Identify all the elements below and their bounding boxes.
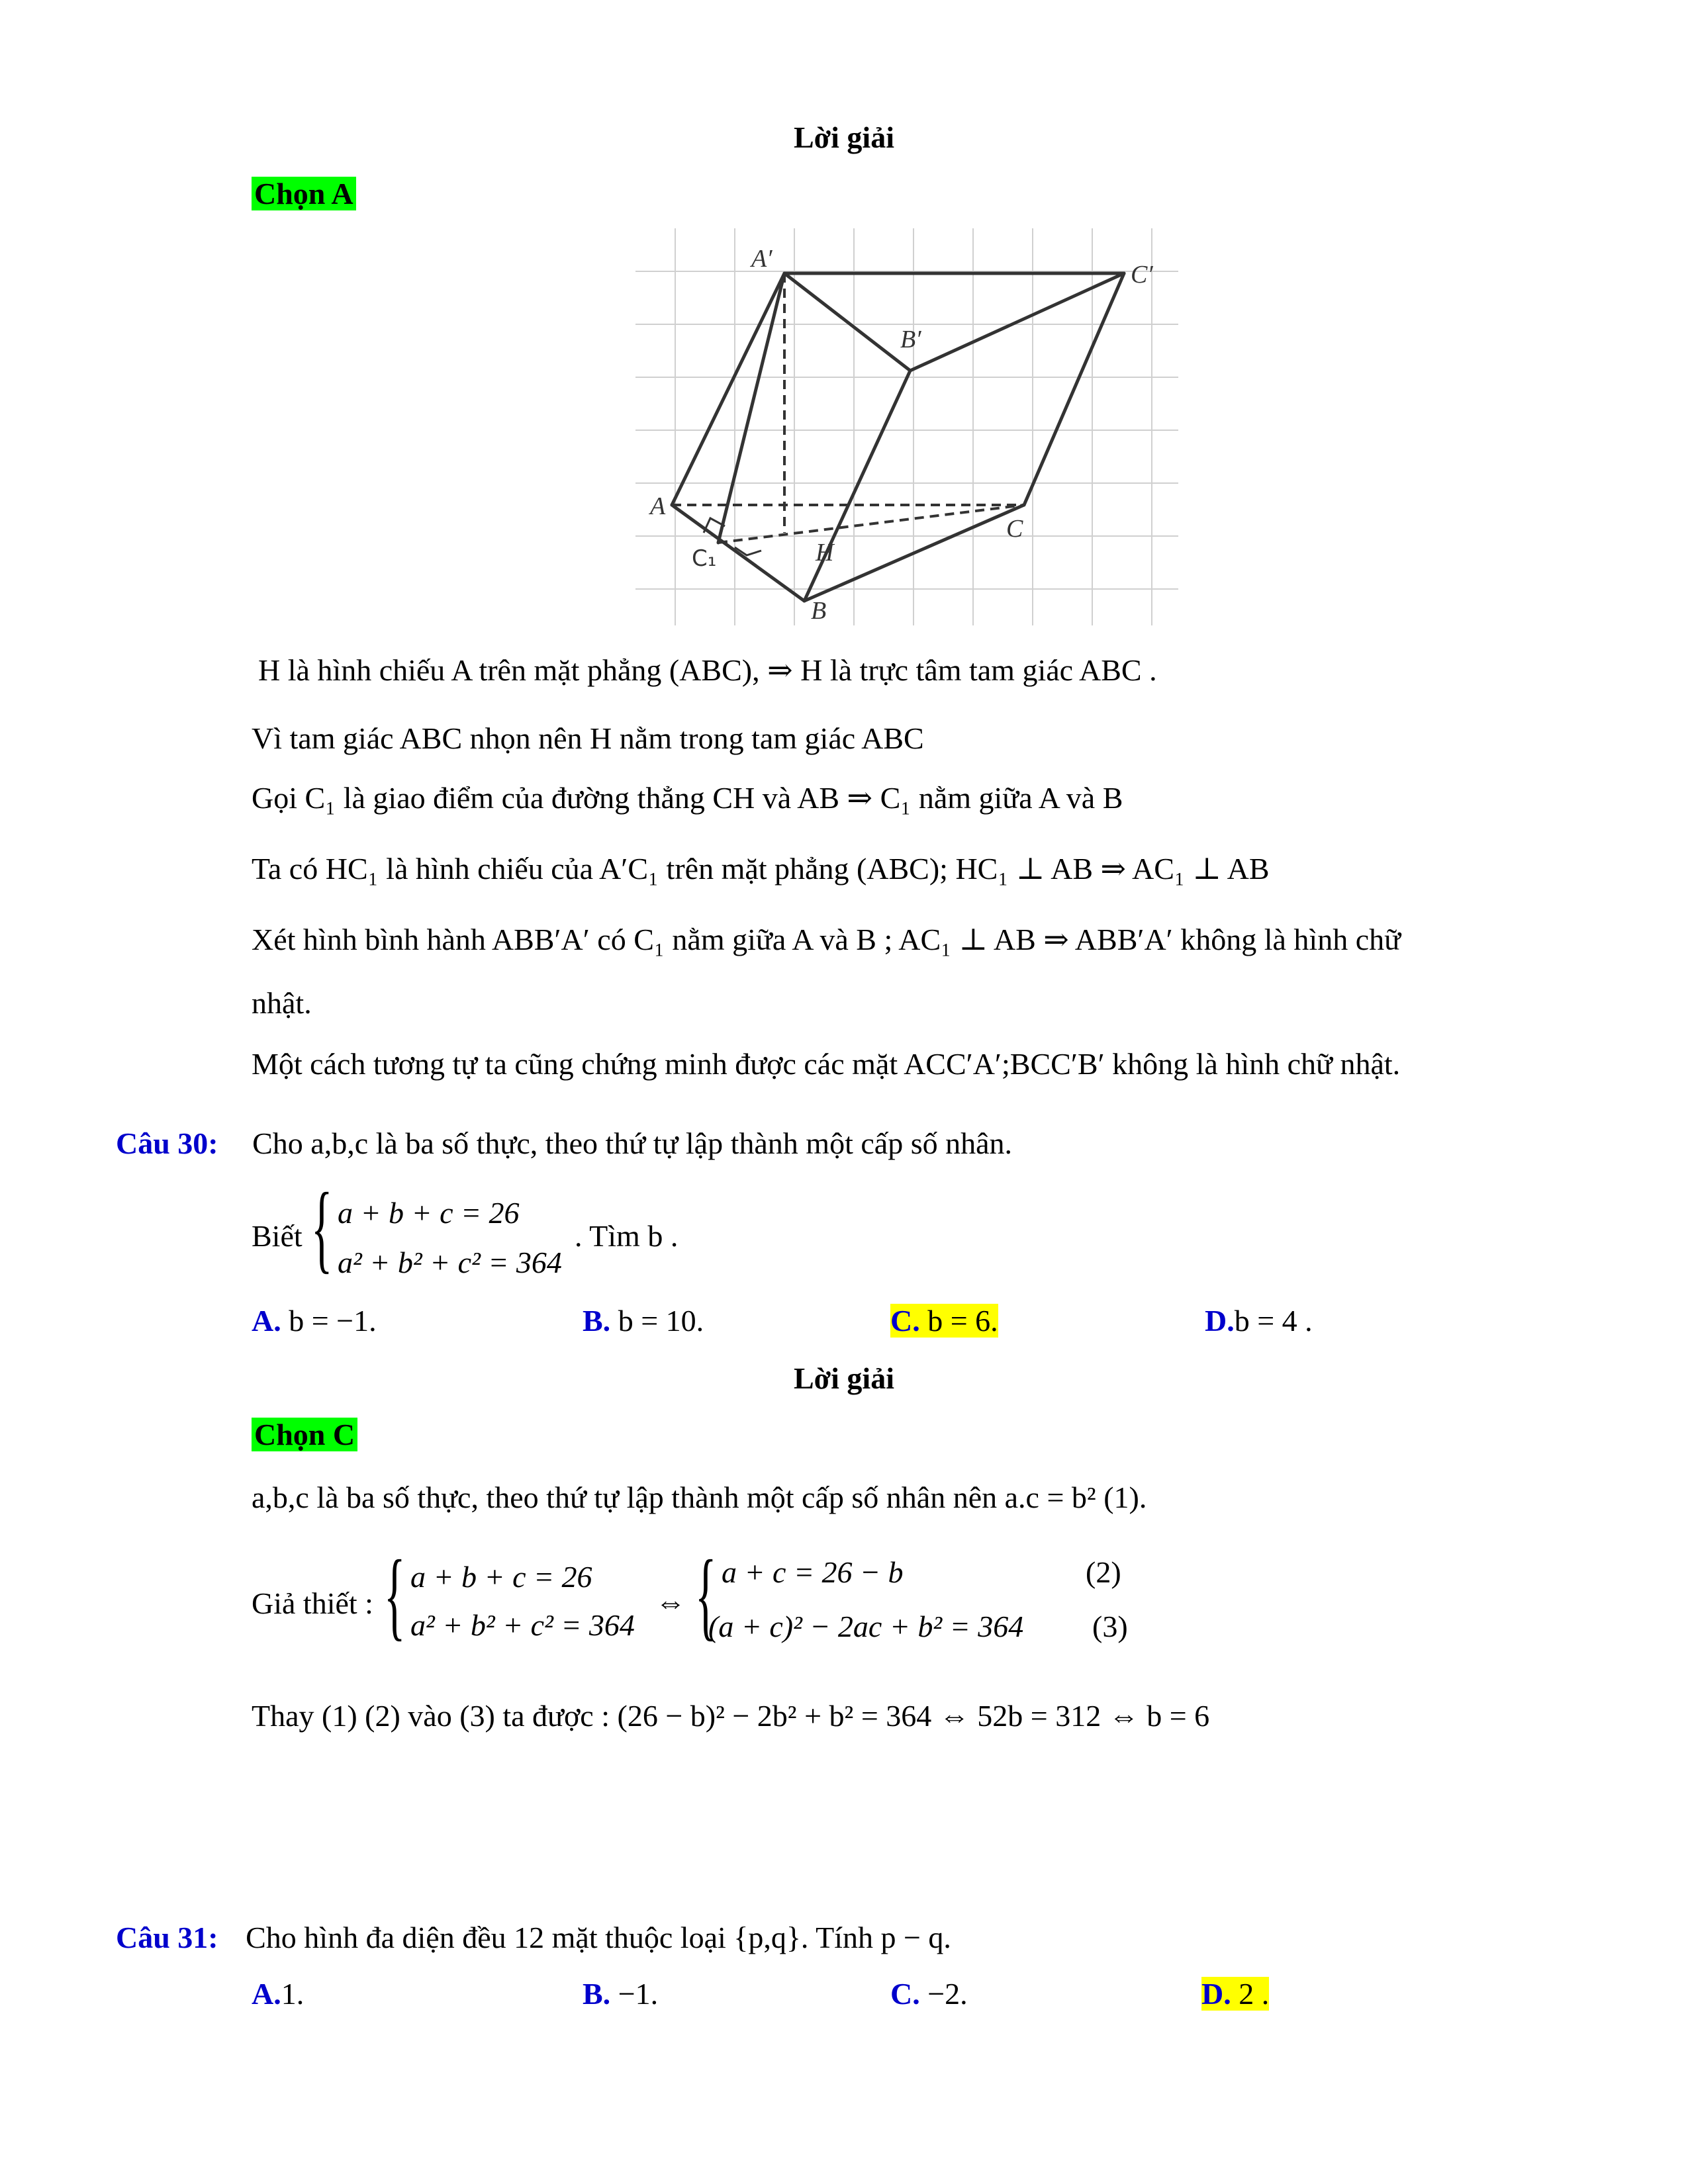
- q30-tag-3: (3): [1092, 1610, 1128, 1643]
- q30-option-b-key: B.: [583, 1304, 611, 1338]
- q31-option-c-text: −2.: [919, 1977, 968, 2011]
- q30-option-c-key: C.: [890, 1304, 920, 1338]
- label-A: A: [650, 492, 666, 520]
- q30-option-a-key: A.: [252, 1304, 281, 1338]
- q31-option-b: [583, 1976, 658, 2013]
- q30-given-suffix: . Tìm b .: [575, 1219, 679, 1253]
- q31-option-d: [1201, 1976, 1269, 2013]
- q30-step3: Thay (1) (2) vào (3) ta được : (26 − b)² − 2b² + b² = 364 ⇔ 52b = 312 ⇔ b = 6: [252, 1699, 1210, 1733]
- question-30-text: Cho a,b,c là ba số thực, theo thứ tự lập thành một cấp số nhân.: [252, 1126, 1013, 1160]
- label-A-prime: A′: [751, 245, 773, 273]
- q30-option-c-text: b = 6.: [919, 1304, 998, 1338]
- q30-left-brace: {: [384, 1540, 406, 1650]
- question-31-text: Cho hình đa diện đều 12 mặt thuộc loại {p,q}. Tính p − q.: [246, 1921, 951, 1954]
- q31-option-c: [890, 1976, 968, 2013]
- label-H: H: [816, 539, 834, 567]
- q30-left-eq1: a + b + c = 26: [410, 1560, 592, 1594]
- choice-label-1: [252, 175, 356, 212]
- q30-option-c: [890, 1302, 998, 1340]
- label-B: B: [811, 597, 827, 625]
- q31-option-a-text: 1.: [281, 1977, 305, 2011]
- q31-option-b-key: B.: [583, 1977, 611, 2011]
- q30-equiv: ⇔: [655, 1585, 686, 1619]
- q30-option-a-text: b = −1.: [281, 1304, 377, 1338]
- q31-option-b-text: −1.: [610, 1977, 659, 2011]
- prism-figure: [635, 228, 1178, 625]
- q30-system-eq2: a² + b² + c² = 364: [338, 1246, 562, 1279]
- q31-option-d-key: D.: [1201, 1977, 1231, 2011]
- q30-system-brace: {: [311, 1173, 333, 1283]
- q30-right-eq2: (a + c)² − 2ac + b² = 364: [708, 1610, 1024, 1643]
- solution-heading-30: Lời giải: [794, 1361, 894, 1395]
- choice-highlight: Chọn A: [252, 177, 356, 210]
- q30-option-b-text: b = 10.: [610, 1304, 704, 1338]
- solution1-line-7: Một cách tương tự ta cũng chứng minh được các mặt ACC′A′;BCC′B′ không là hình chữ nhật.: [252, 1047, 1401, 1081]
- question-30: [116, 1125, 1012, 1162]
- q31-option-c-key: C.: [890, 1977, 920, 2011]
- q30-right-eq1: a + c = 26 − b: [722, 1555, 904, 1589]
- q30-option-a: [252, 1302, 377, 1340]
- grid: [635, 228, 1178, 625]
- q30-option-d-text: b = 4 .: [1234, 1304, 1313, 1338]
- choice-highlight: Chọn C: [252, 1418, 357, 1451]
- q30-option-b: [583, 1302, 704, 1340]
- solution1-line-5: Xét hình bình hành ABB′A′ có C₁ nằm giữa A và B ; AC₁ ⊥ AB ⇒ ABB′A′ không là hình chữ: [252, 923, 1401, 956]
- solution1-line-4: Ta có HC₁ là hình chiếu của A′C₁ trên mặt phẳng (ABC); HC₁ ⊥ AB ⇒ AC₁ ⊥ AB: [252, 852, 1270, 886]
- label-C1: C₁: [692, 545, 717, 572]
- q30-tag-2: (2): [1086, 1555, 1121, 1589]
- solution-heading-1: Lời giải: [794, 120, 894, 154]
- q30-option-d-key: D.: [1205, 1304, 1235, 1338]
- q31-option-a: [252, 1976, 304, 2013]
- q30-given-label: Giả thiết :: [252, 1586, 373, 1620]
- q30-option-d: [1205, 1302, 1313, 1340]
- label-B-prime: B′: [900, 326, 921, 353]
- question-31-label: Câu 31:: [116, 1921, 218, 1954]
- q30-system-eq1: a + b + c = 26: [338, 1196, 520, 1230]
- q30-right-brace: {: [695, 1540, 717, 1650]
- label-C-prime: C′: [1131, 261, 1153, 289]
- q30-left-eq2: a² + b² + c² = 364: [410, 1608, 635, 1642]
- solution1-line-6: nhật.: [252, 986, 312, 1020]
- solution1-line-3: Gọi C₁ là giao điểm của đường thẳng CH và AB ⇒ C₁ nằm giữa A và B: [252, 781, 1123, 815]
- q30-step1: a,b,c là ba số thực, theo thứ tự lập thành một cấp số nhân nên a.c = b² (1).: [252, 1480, 1147, 1514]
- solution1-line-2: Vì tam giác ABC nhọn nên H nằm trong tam giác ABC: [252, 721, 924, 755]
- q31-option-a-key: A.: [252, 1977, 281, 2011]
- solution1-line-1: H là hình chiếu A trên mặt phẳng (ABC), ⇒ H là trực tâm tam giác ABC .: [258, 653, 1157, 687]
- question-31: [116, 1919, 951, 1956]
- choice-label-30: [252, 1416, 357, 1453]
- label-C: C: [1006, 515, 1023, 543]
- question-30-label: Câu 30:: [116, 1126, 218, 1160]
- q30-given-prefix: Biết: [252, 1219, 303, 1253]
- q31-option-d-text: 2 .: [1231, 1977, 1270, 2011]
